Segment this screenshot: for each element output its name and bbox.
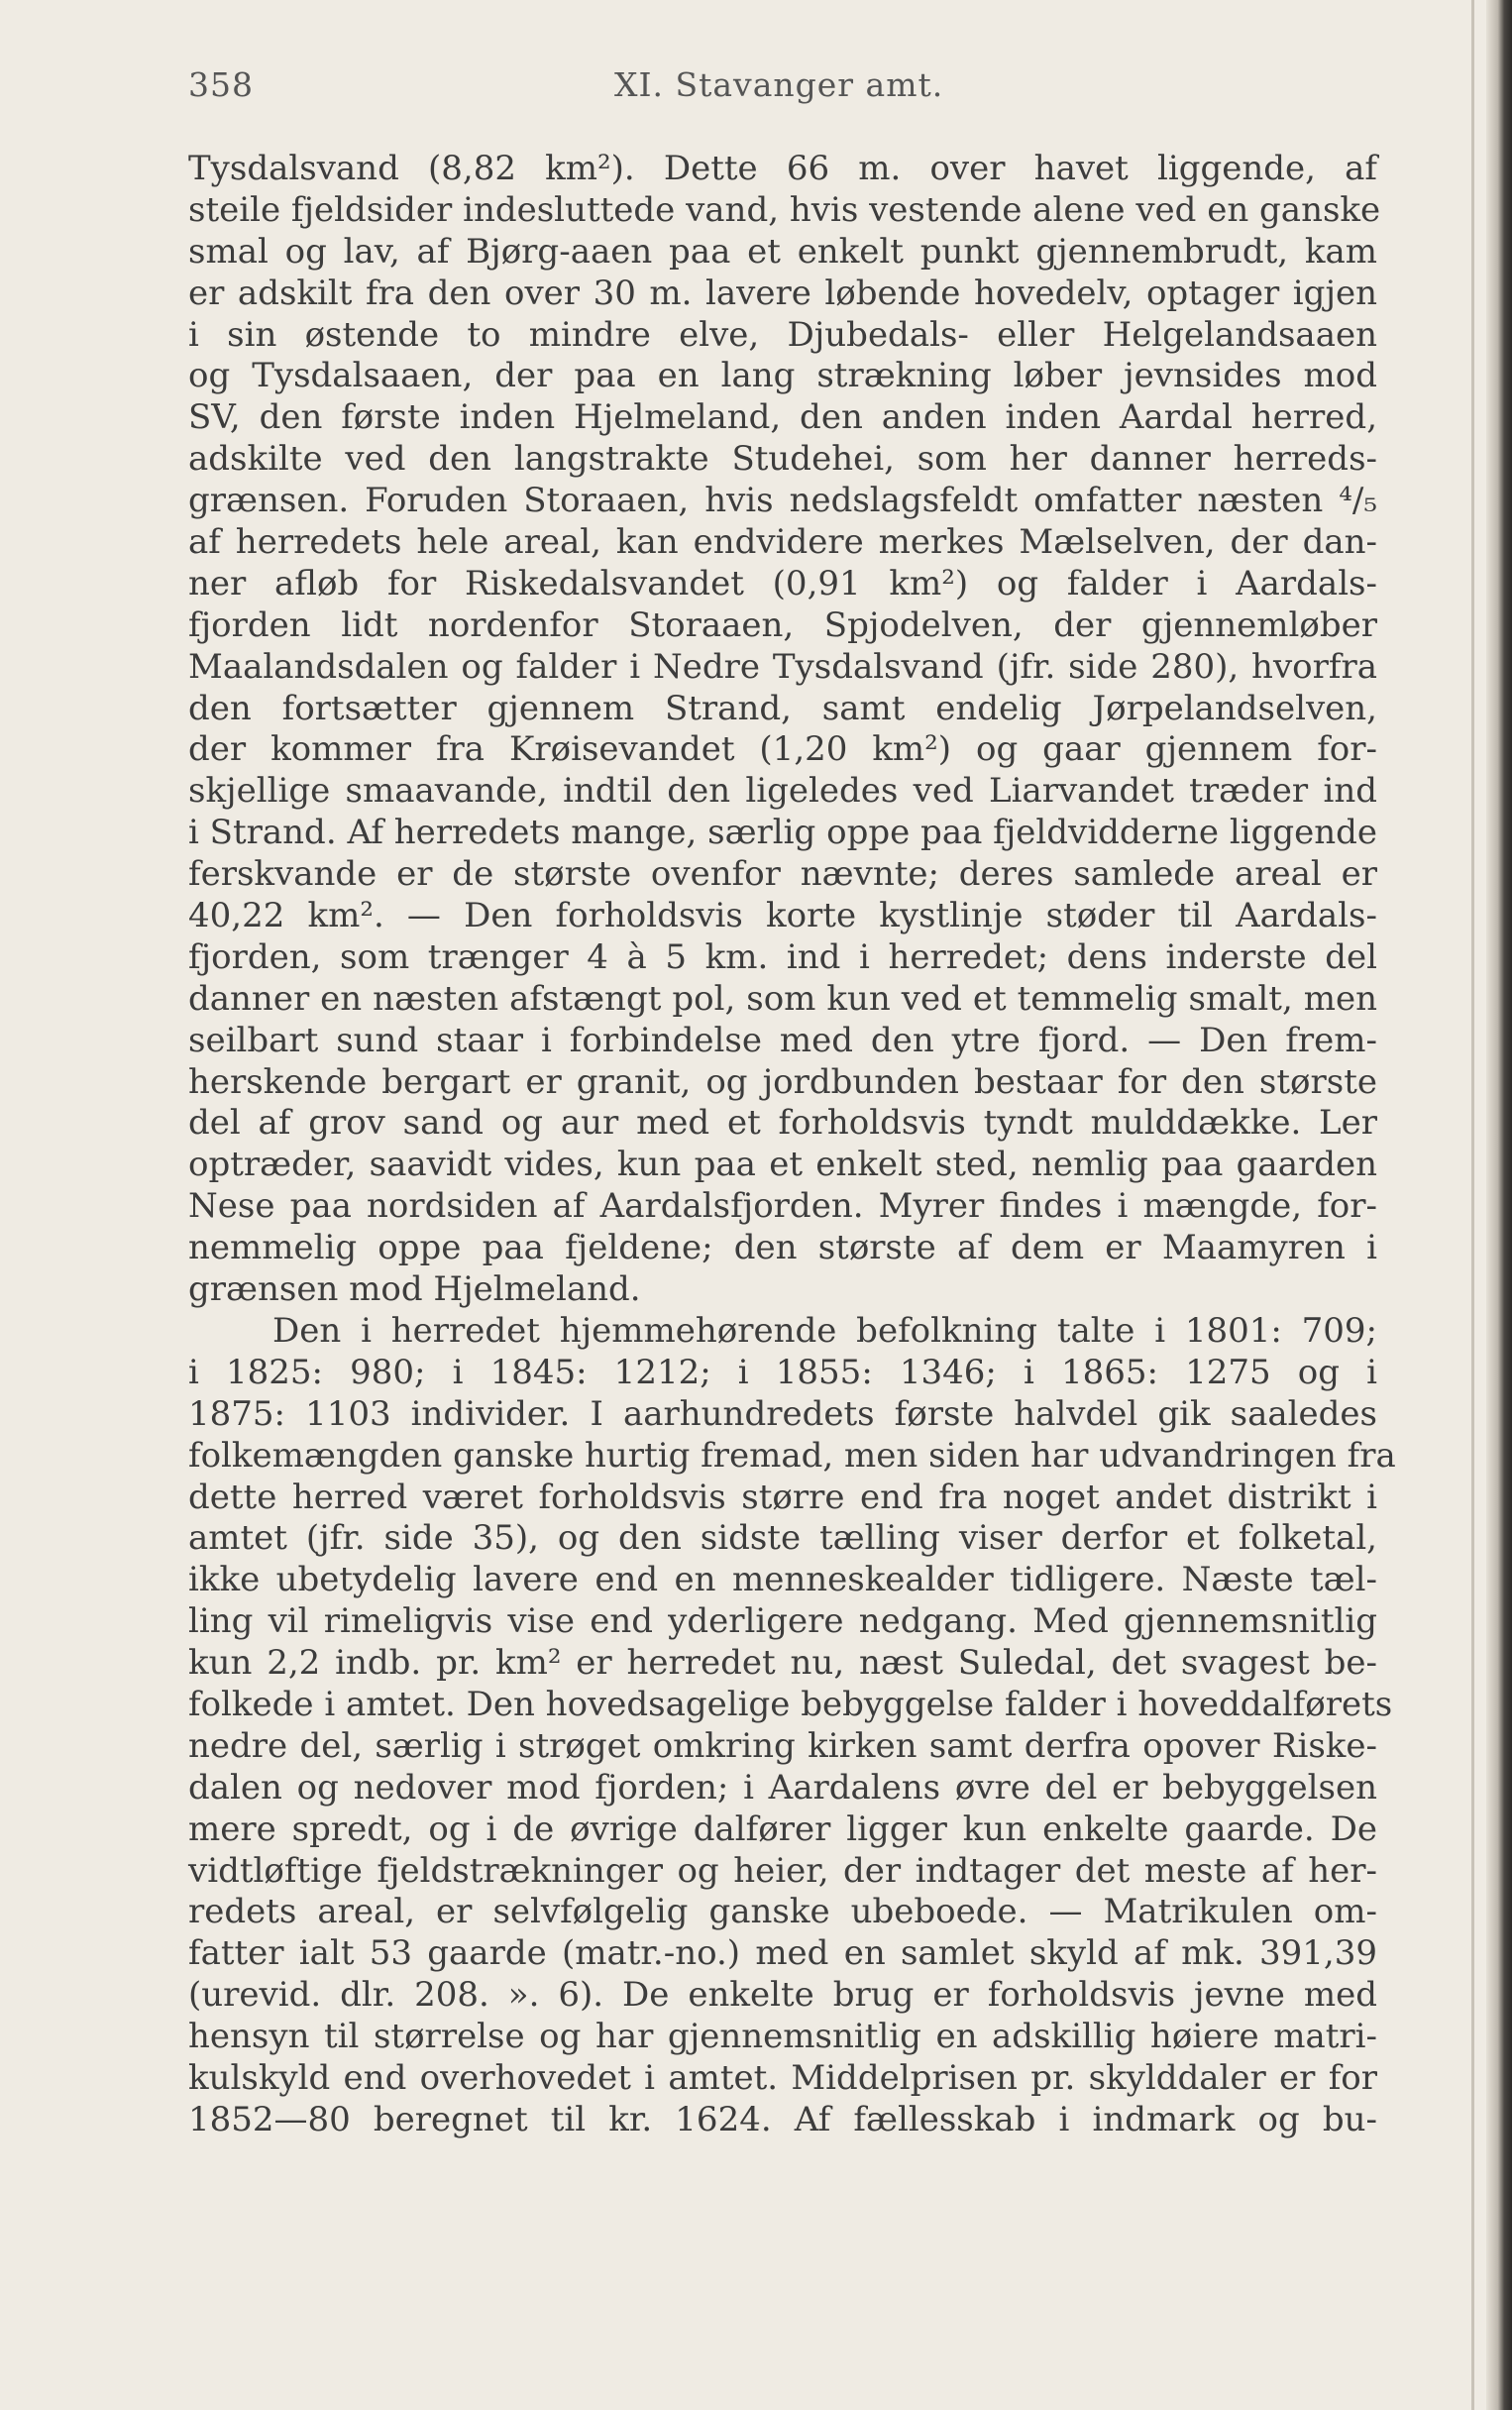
text-line: fjorden lidt nordenfor Storaaen, Spjodelven, der gjennemløber [188, 604, 1377, 645]
text-line: Nese paa nordsiden af Aardalsfjorden. Myrer findes i mængde, for- [188, 1186, 1377, 1227]
text-line: vidtløftige fjeldstrækninger og heier, der indtager det meste af her- [188, 1850, 1377, 1891]
text-line: hensyn til størrelse og har gjennemsnitlig en adskillig høiere matri- [188, 2017, 1377, 2057]
text-line: kun 2,2 indb. pr. km² er herredet nu, næst Suledal, det svagest be- [188, 1643, 1377, 1684]
page-header [188, 65, 1377, 115]
text-line: og Tysdalsaaen, der paa en lang strækning løber jevnsides mod [188, 356, 1377, 396]
text-line: i Strand. Af herredets mange, særlig oppe paa fjeldvidderne liggende [188, 813, 1378, 853]
text-line: fjorden, som trænger 4 à 5 km. ind i herredet; dens inderste del [188, 936, 1377, 977]
text-line: 40,22 km². — Den forholdsvis korte kystlinje støder til Aardals- [188, 896, 1377, 936]
text-line: ikke ubetydelig lavere end en menneskealder tidligere. Næste tæl- [188, 1560, 1377, 1600]
text-line: adskilte ved den langstrakte Studehei, som her danner herreds- [188, 439, 1377, 480]
text-line: SV, den første inden Hjelmeland, den anden inden Aardal herred, [188, 397, 1377, 438]
text-line: dette herred været forholdsvis større end fra noget andet distrikt i [188, 1477, 1377, 1517]
text-line: 1852—80 beregnet til kr. 1624. Af fællesskab i indmark og bu- [188, 2099, 1377, 2139]
text-line: folkede i amtet. Den hovedsagelige bebyggelse falder i hoveddalførets [188, 1684, 1393, 1724]
text-line: smal og lav, af Bjørg-aaen paa et enkelt punkt gjennembrudt, kam [188, 231, 1377, 272]
text-line: danner en næsten afstængt pol, som kun ved et temmelig smalt, men [188, 978, 1377, 1019]
text-line: redets areal, er selvfølgelig ganske ubeboede. — Matrikulen om- [188, 1892, 1377, 1932]
page-number: 358 [188, 65, 254, 104]
text-line: skjellige smaavande, indtil den ligeledes ved Liarvandet træder ind [188, 771, 1377, 812]
text-line: Tysdalsvand (8,82 km²). Dette 66 m. over havet liggende, af [188, 149, 1377, 188]
text-line: i sin østende to mindre elve, Djubedals- eller Helgelandsaaen [188, 314, 1377, 355]
text-line: den fortsætter gjennem Strand, samt endelig Jørpelandselven, [188, 688, 1377, 728]
text-line: grænsen mod Hjelmeland. [188, 1269, 641, 1310]
text-line: grænsen. Foruden Storaaen, hvis nedslagsfeldt omfatter næsten ⁴/₅ [188, 481, 1377, 521]
text-line: optræder, saavidt vides, kun paa et enkelt sted, nemlig paa gaarden [188, 1145, 1377, 1185]
text-line: steile fjeldsider indesluttede vand, hvis vestende alene ved en ganske [188, 189, 1381, 230]
text-line: Den i herredet hjemmehørende befolkning talte i 1801: 709; [272, 1310, 1377, 1351]
text-line: ling vil rimeligvis vise end yderligere nedgang. Med gjennemsnitlig [188, 1601, 1377, 1642]
text-line: af herredets hele areal, kan endvidere merkes Mælselven, der dan- [188, 522, 1377, 563]
text-line: fatter ialt 53 gaarde (matr.-no.) med en samlet skyld af mk. 391,39 [188, 1933, 1377, 1974]
body-text [188, 149, 1396, 2141]
text-line: ferskvande er de største ovenfor nævnte; deres samlede areal er [188, 854, 1377, 895]
text-line: der kommer fra Krøisevandet (1,20 km²) og gaar gjennem for- [188, 729, 1377, 770]
text-line: folkemængden ganske hurtig fremad, men siden har udvandringen fra [188, 1435, 1396, 1476]
text-line: del af grov sand og aur med et forholdsvis tyndt mulddække. Ler [188, 1103, 1377, 1144]
text-line: kulskyld end overhovedet i amtet. Middelprisen pr. skylddaler er for [188, 2057, 1377, 2098]
text-line: i 1825: 980; i 1845: 1212; i 1855: 1346; i 1865: 1275 og i [188, 1352, 1377, 1392]
text-line: seilbart sund staar i forbindelse med den ytre fjord. — Den frem- [188, 1020, 1377, 1060]
text-line: ner afløb for Riskedalsvandet (0,91 km²) og falder i Aardals- [188, 563, 1377, 603]
text-line: dalen og nedover mod fjorden; i Aardalens øvre del er bebyggelsen [188, 1767, 1377, 1808]
text-line: amtet (jfr. side 35), og den sidste tælling viser derfor et folketal, [188, 1518, 1377, 1559]
page-edge-line [1471, 0, 1474, 2410]
text-line: herskende bergart er granit, og jordbunden bestaar for den største [188, 1061, 1377, 1102]
text-line: Maalandsdalen og falder i Nedre Tysdalsvand (jfr. side 280), hvorfra [188, 646, 1377, 687]
text-line: nedre del, særlig i strøget omkring kirken samt derfra opover Riske- [188, 1725, 1377, 1766]
text-line: nemmelig oppe paa fjeldene; den største af dem er Maamyren i [188, 1228, 1377, 1268]
text-line: mere spredt, og i de øvrige dalfører ligger kun enkelte gaarde. De [188, 1808, 1377, 1849]
text-line: er adskilt fra den over 30 m. lavere løbende hovedelv, optager igjen [188, 273, 1377, 313]
page-binding-edge [1486, 0, 1512, 2410]
text-line: (urevid. dlr. 208. ». 6). De enkelte brug er forholdsvis jevne med [188, 1975, 1377, 2016]
text-line: 1875: 1103 individer. I aarhundredets første halvdel gik saaledes [188, 1393, 1377, 1434]
running-head: XI. Stavanger amt. [614, 65, 944, 104]
